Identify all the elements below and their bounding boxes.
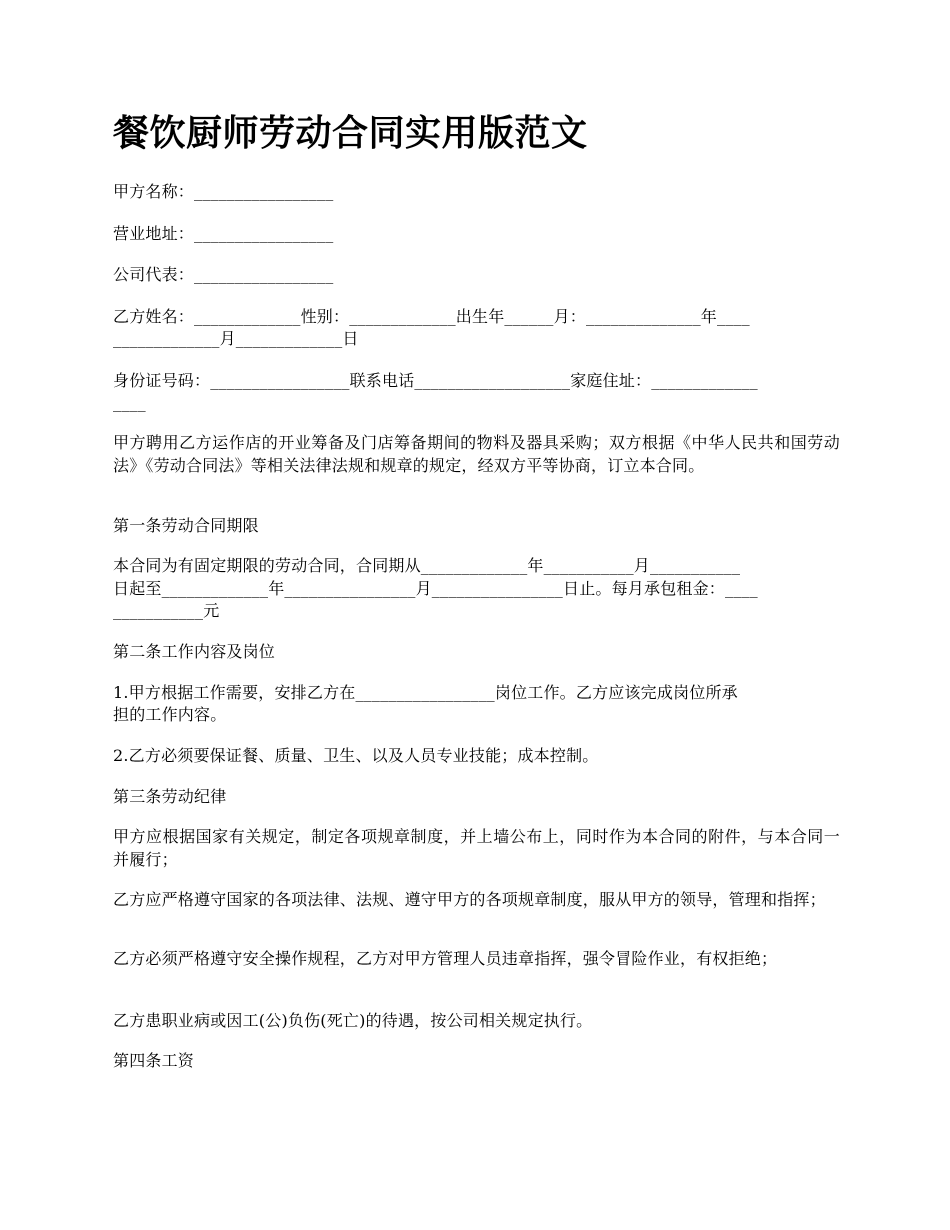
id-contact-line-1: 身份证号码：_________________联系电话___________________家庭住址：_____________ [113, 371, 758, 390]
article-1-line-2: 日起至_____________年________________月________________日止。每月承包租金：____ [113, 579, 758, 598]
business-address-line: 营业地址：_________________ [113, 224, 334, 243]
party-b-info-line-1: 乙方姓名：_____________性别：_____________出生年______月：______________年____ [113, 307, 750, 326]
article-2-heading: 第二条工作内容及岗位 [113, 642, 276, 661]
article-2-item-1-line-2: 担的工作内容。 [113, 705, 227, 724]
id-contact-line-2: ____ [113, 393, 146, 412]
article-2-item-1-line-1: 1.甲方根据工作需要，安排乙方在_________________岗位工作。乙方应该完成岗位所承 [113, 683, 738, 702]
article-1-line-1: 本合同为有固定期限的劳动合同，合同期从_____________年___________月___________ [113, 556, 741, 575]
document-title: 餐饮厨师劳动合同实用版范文 [113, 113, 588, 154]
article-3-paragraph-4: 乙方患职业病或因工(公)负伤(死亡)的待遇，按公司相关规定执行。 [113, 1011, 593, 1030]
article-3-paragraph-2: 乙方应严格遵守国家的各项法律、法规、遵守甲方的各项规章制度，服从甲方的领导，管理和指挥； [113, 890, 826, 909]
article-3-heading: 第三条劳动纪律 [113, 787, 227, 806]
article-4-heading: 第四条工资 [113, 1051, 195, 1070]
article-1-heading: 第一条劳动合同期限 [113, 516, 259, 535]
party-a-name-line: 甲方名称：_________________ [113, 182, 334, 201]
article-1-line-3: ___________元 [113, 601, 220, 620]
article-3-paragraph-1: 甲方应根据国家有关规定，制定各项规章制度，并上墙公布上，同时作为本合同的附件，与本合同一并履行； [113, 827, 840, 869]
company-rep-line: 公司代表：_________________ [113, 265, 334, 284]
party-b-info-line-2: _____________月_____________日 [113, 329, 359, 348]
intro-paragraph: 甲方聘用乙方运作店的开业筹备及门店筹备期间的物料及器具采购；双方根据《中华人民共和国劳动法》《劳动合同法》等相关法律法规和规章的规定，经双方平等协商，订立本合同。 [113, 433, 840, 475]
article-3-paragraph-3: 乙方必须严格遵守安全操作规程，乙方对甲方管理人员违章指挥，强令冒险作业，有权拒绝； [113, 949, 778, 968]
article-2-item-2: 2.乙方必须要保证餐、质量、卫生、以及人员专业技能；成本控制。 [113, 746, 599, 765]
